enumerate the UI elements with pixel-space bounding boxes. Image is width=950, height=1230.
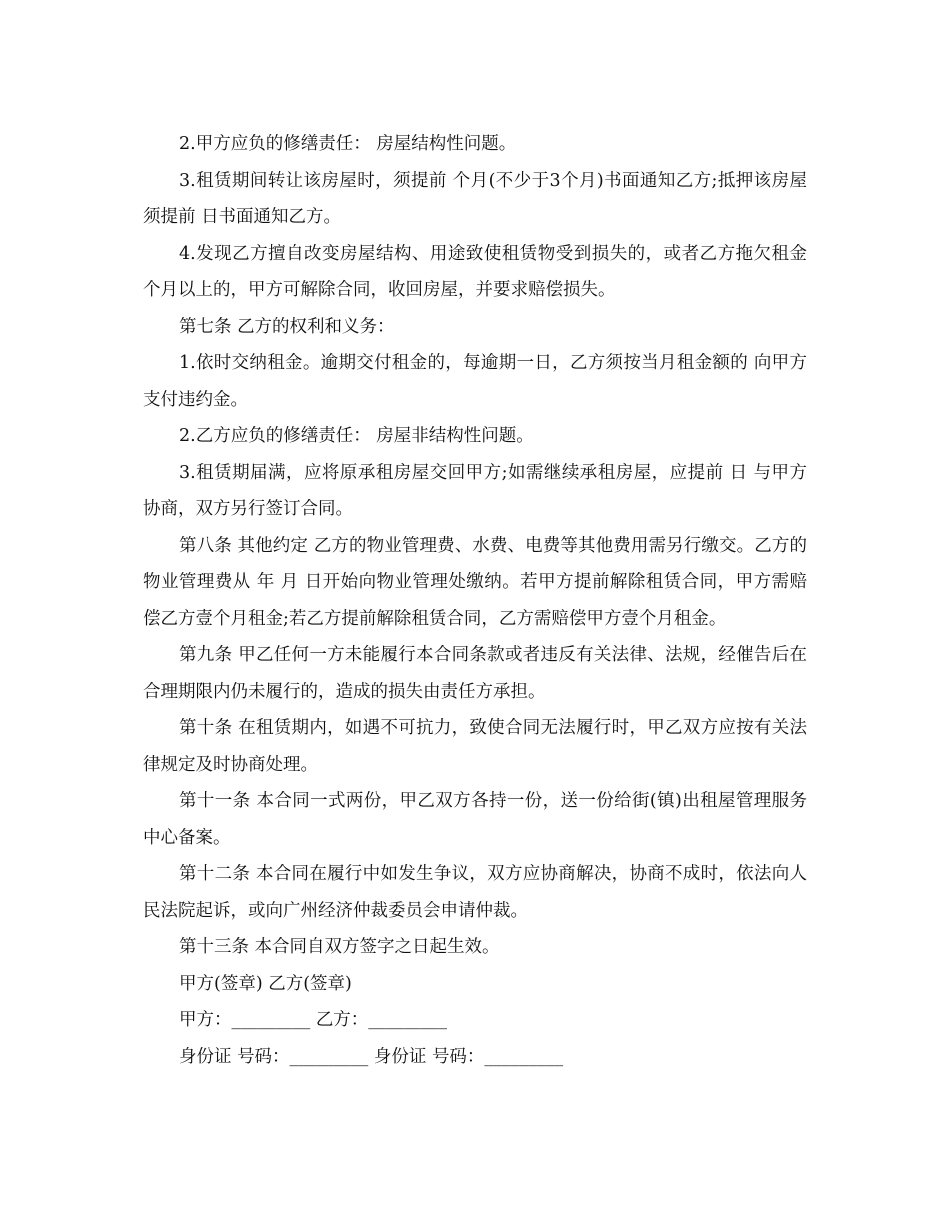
- article-12-disputes: 第十二条 本合同在履行中如发生争议，双方应协商解决，协商不成时，依法向人民法院起诉，或向广州经济仲裁委员会申请仲裁。: [143, 864, 807, 921]
- clause-rent-payment: 1.依时交纳租金。逾期交付租金的，每逾期一日，乙方须按当月租金额的 向甲方支付违约金。: [143, 353, 807, 410]
- clause-transfer-notice: 3.租赁期间转让该房屋时，须提前 个月(不少于3个月)书面通知乙方;抵押该房屋须提前 日书面通知乙方。: [143, 170, 807, 227]
- signature-seal-line: 甲方(签章) 乙方(签章): [179, 973, 352, 994]
- contract-body: [143, 126, 813, 1075]
- article-13-effective: 第十三条 本合同自双方签字之日起生效。: [179, 937, 500, 957]
- article-9-breach: 第九条 甲乙任何一方未能履行本合同条款或者违反有关法律、法规，经催告后在合理期限内仍未履行的，造成的损失由责任方承担。: [143, 645, 807, 702]
- signature-name-line: 甲方：_________ 乙方：_________: [179, 1010, 448, 1030]
- signature-id-line: 身份证 号码：_________ 身份证 号码：_________: [179, 1046, 564, 1067]
- clause-landlord-repair: 2.甲方应负的修缮责任： 房屋结构性问题。: [179, 134, 517, 154]
- clause-tenant-repair: 2.乙方应负的修缮责任： 房屋非结构性问题。: [179, 426, 534, 446]
- article-8-other-terms: 第八条 其他约定 乙方的物业管理费、水费、电费等其他费用需另行缴交。乙方的物业管理费从 年 月 日开始向物业管理处缴纳。若甲方提前解除租赁合同，甲方需赔偿乙方壹个月租金;若乙方提前解除租赁合同，乙方需赔偿甲方壹个月租金。: [143, 535, 807, 629]
- article-11-copies: 第十一条 本合同一式两份，甲乙双方各持一份，送一份给街(镇)出租屋管理服务中心备案。: [143, 791, 807, 848]
- article-10-force-majeure: 第十条 在租赁期内，如遇不可抗力，致使合同无法履行时，甲乙双方应按有关法律规定及时协商处理。: [143, 718, 807, 775]
- article-7-heading: 第七条 乙方的权利和义务：: [179, 316, 395, 337]
- clause-termination: 4.发现乙方擅自改变房屋结构、用途致使租赁物受到损失的，或者乙方拖欠租金 个月以上的，甲方可解除合同，收回房屋，并要求赔偿损失。: [143, 243, 813, 300]
- clause-lease-expiry: 3.租赁期届满，应将原承租房屋交回甲方;如需继续承租房屋，应提前 日 与甲方协商，双方另行签订合同。: [143, 462, 807, 519]
